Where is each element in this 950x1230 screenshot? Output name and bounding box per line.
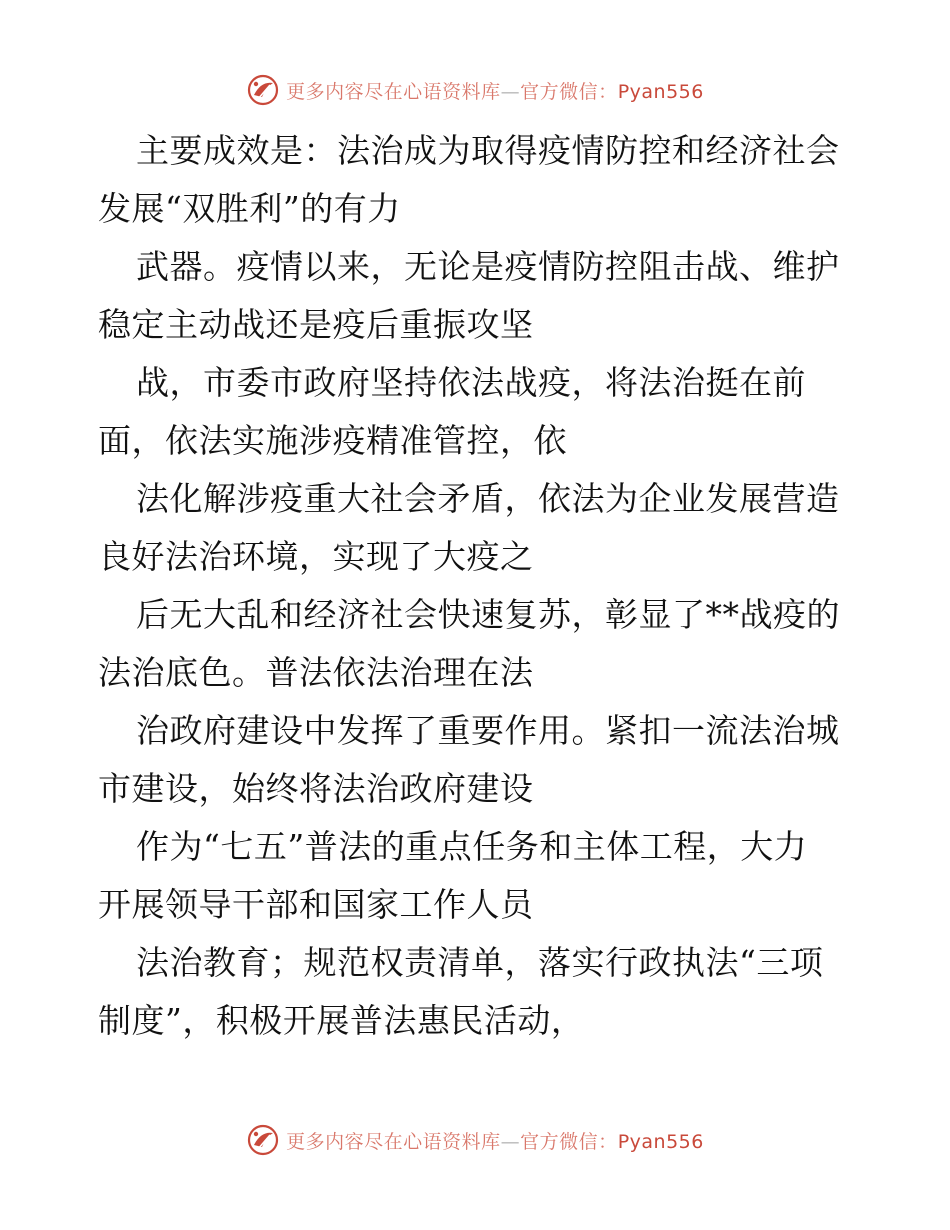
- text-line: 作为“七五”普法的重点任务和主体工程，大力: [136, 827, 808, 866]
- text-line: 治政府建设中发挥了重要作用。紧扣一流法治城: [136, 711, 840, 750]
- text-line: 法化解涉疫重大社会矛盾，依法为企业发展营造: [136, 479, 840, 518]
- text-line: 市建设，始终将法治政府建设: [98, 769, 534, 808]
- watermark-brand: 更多内容尽在心语资料库: [286, 1130, 501, 1153]
- watermark-contact-id: Pyan556: [617, 1130, 704, 1153]
- text-line: 法治底色。普法依法治理在法: [98, 653, 534, 692]
- text-line: 稳定主动战还是疫后重振攻坚: [98, 305, 534, 344]
- watermark-text: [286, 77, 704, 104]
- text-line: 开展领导干部和国家工作人员: [98, 885, 534, 924]
- text-line: 后无大乱和经济社会快速复苏，彰显了**战疫的: [136, 595, 840, 634]
- brand-logo-icon: [246, 73, 280, 107]
- watermark-separator: —: [500, 1130, 521, 1153]
- text-line: 武器。疫情以来，无论是疫情防控阻击战、维护: [136, 247, 840, 286]
- text-line: 发展“双胜利”的有力: [98, 189, 401, 228]
- text-line: 战，市委市政府坚持依法战疫，将法治挺在前: [136, 363, 806, 402]
- watermark-text: [286, 1127, 704, 1154]
- watermark-contact-label: 官方微信：: [520, 80, 618, 103]
- watermark-separator: —: [500, 80, 521, 103]
- text-line: 良好法治环境，实现了大疫之: [98, 537, 534, 576]
- header-watermark: [0, 70, 950, 110]
- brand-logo-icon: [246, 1123, 280, 1157]
- document-body: [98, 122, 858, 1050]
- watermark-contact-id: Pyan556: [617, 80, 704, 103]
- watermark-brand: 更多内容尽在心语资料库: [286, 80, 501, 103]
- footer-watermark: [0, 1120, 950, 1160]
- text-line: 面，依法实施涉疫精准管控，依: [98, 421, 567, 460]
- watermark-contact-label: 官方微信：: [520, 1130, 618, 1153]
- text-line: 制度”，积极开展普法惠民活动，: [98, 1001, 585, 1040]
- text-line: 主要成效是：法治成为取得疫情防控和经济社会: [136, 131, 840, 170]
- text-line: 法治教育；规范权责清单，落实行政执法“三项: [136, 943, 824, 982]
